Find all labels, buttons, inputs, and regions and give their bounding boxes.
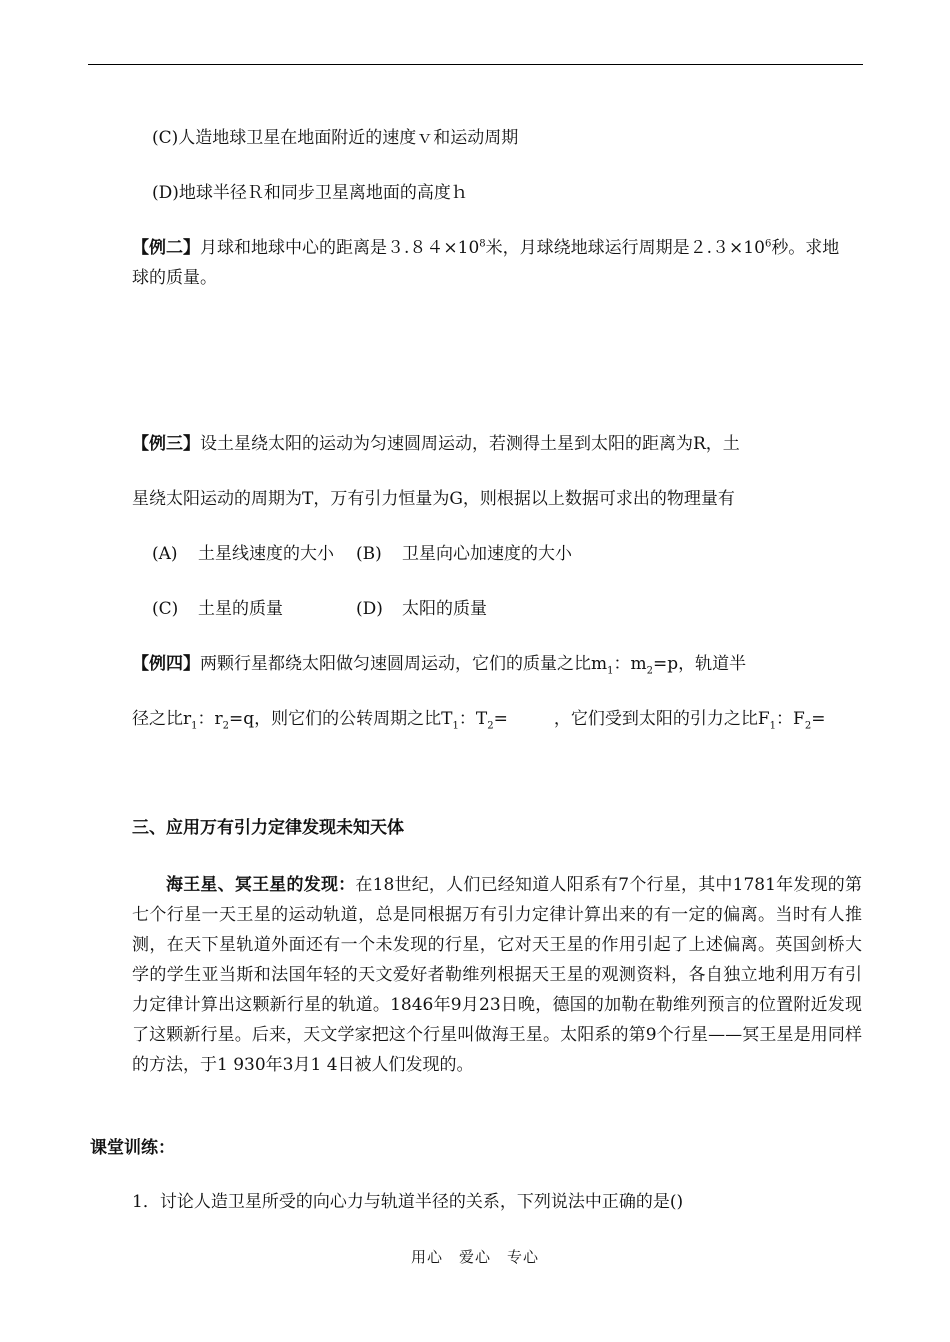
example3-line2: 星绕太阳运动的周期为T，万有引力恒量为G，则根据以上数据可求出的物理量有 bbox=[132, 489, 735, 509]
example2-text-a: 月球和地球中心的距离是３.８４×10 bbox=[200, 238, 480, 258]
example4-text-f: =q，则它们的公转周期之比T bbox=[229, 709, 453, 729]
option-d-text: 太阳的质量 bbox=[402, 599, 487, 619]
header-rule bbox=[88, 64, 863, 65]
practice-question-1: 1．讨论人造卫星所受的向心力与轨道半径的关系，下列说法中正确的是() bbox=[132, 1192, 684, 1212]
example4-text-i: ，它们受到太阳的引力之比F bbox=[553, 709, 770, 729]
page-footer: 用心 爱心 专心 bbox=[410, 1248, 539, 1266]
example4-text-a: 两颗行星都绕太阳做匀速圆周运动，它们的质量之比m bbox=[200, 654, 608, 674]
sub-1: 1 bbox=[191, 720, 198, 732]
example4-text-c: =p，轨道半 bbox=[653, 654, 747, 674]
sub-2: 2 bbox=[804, 720, 812, 732]
example4-label: 【例四】 bbox=[132, 654, 200, 674]
option-b-tag: (B) bbox=[356, 544, 382, 564]
example4-line2 bbox=[132, 707, 825, 731]
option-b-text: 卫星向心加速度的大小 bbox=[402, 544, 572, 564]
example4-text-d: 径之比r bbox=[132, 709, 192, 729]
example4-text-j: ：F bbox=[776, 709, 805, 729]
option-d-tag: (D) bbox=[356, 599, 383, 619]
practice-heading: 课堂训练： bbox=[90, 1138, 175, 1158]
example2-line1 bbox=[132, 236, 839, 260]
sub-2: 2 bbox=[487, 720, 494, 732]
sub-1: 1 bbox=[769, 720, 777, 732]
sub-1: 1 bbox=[607, 665, 614, 677]
section3-heading: 三、应用万有引力定律发现未知天体 bbox=[132, 818, 404, 838]
example4-line1 bbox=[132, 652, 746, 676]
example2-exp-b: 6 bbox=[764, 238, 772, 250]
example3-text: 设土星绕太阳的运动为匀速圆周运动，若测得土星到太阳的距离为R，土 bbox=[200, 434, 740, 454]
sub-1: 1 bbox=[452, 720, 459, 732]
section3-lead: 海王星、冥王星的发现： bbox=[166, 875, 356, 895]
example3-options-row2 bbox=[152, 597, 487, 621]
example2-exp-a: 8 bbox=[479, 238, 486, 250]
option-c-continued: (C)人造地球卫星在地面附近的速度ｖ和运动周期 bbox=[152, 128, 519, 148]
option-a-text: 土星线速度的大小 bbox=[198, 544, 334, 564]
example4-text-b: ：m bbox=[613, 654, 647, 674]
example4-text-h: = bbox=[493, 709, 508, 729]
option-d-continued: (D)地球半径Ｒ和同步卫星离地面的高度ｈ bbox=[152, 183, 468, 203]
example3-options-row1 bbox=[152, 542, 572, 566]
example4-text-g: ：T bbox=[458, 709, 488, 729]
sub-2: 2 bbox=[646, 665, 653, 677]
example2-text-c: 秒。求地 bbox=[771, 238, 840, 258]
option-c-tag: (C) bbox=[152, 599, 179, 619]
example4-text-e: ：r bbox=[197, 709, 223, 729]
section3-paragraph bbox=[132, 870, 862, 1080]
example2-label: 【例二】 bbox=[132, 238, 200, 258]
example4-text-k: = bbox=[811, 709, 826, 729]
option-a-tag: (A) bbox=[152, 544, 178, 564]
example3-line1 bbox=[132, 432, 740, 456]
example3-label: 【例三】 bbox=[132, 434, 200, 454]
sub-2: 2 bbox=[222, 720, 230, 732]
option-c-text: 土星的质量 bbox=[198, 599, 283, 619]
example2-line2: 球的质量。 bbox=[132, 268, 217, 288]
section3-body: 在18世纪，人们已经知道人阳系有7个行星，其中1781年发现的第七个行星一天王星的运动轨道，总是同根据万有引力定律计算出来的有一定的偏离。当时有人推测，在天下星轨道外面还有一个未发现的行星，它对天王星的作用引起了上述偏离。英国剑桥大学的学生亚当斯和法国年轻的天文爱好者勒维列根据天王星的观测资料，各自独立地利用万有引力定律计算出这颗新行星的轨道。1846年9月23日晚，德国的加勒在勒维列预言的位置附近发现了这颗新行星。后来，天文学家把这个行星叫做海王星。太阳系的第9个行星——冥王星是用同样的方法，于1 930年3月1 4日被人们发现的。 bbox=[132, 875, 863, 1075]
example2-text-b: 米，月球绕地球运行周期是２.３×10 bbox=[485, 238, 765, 258]
